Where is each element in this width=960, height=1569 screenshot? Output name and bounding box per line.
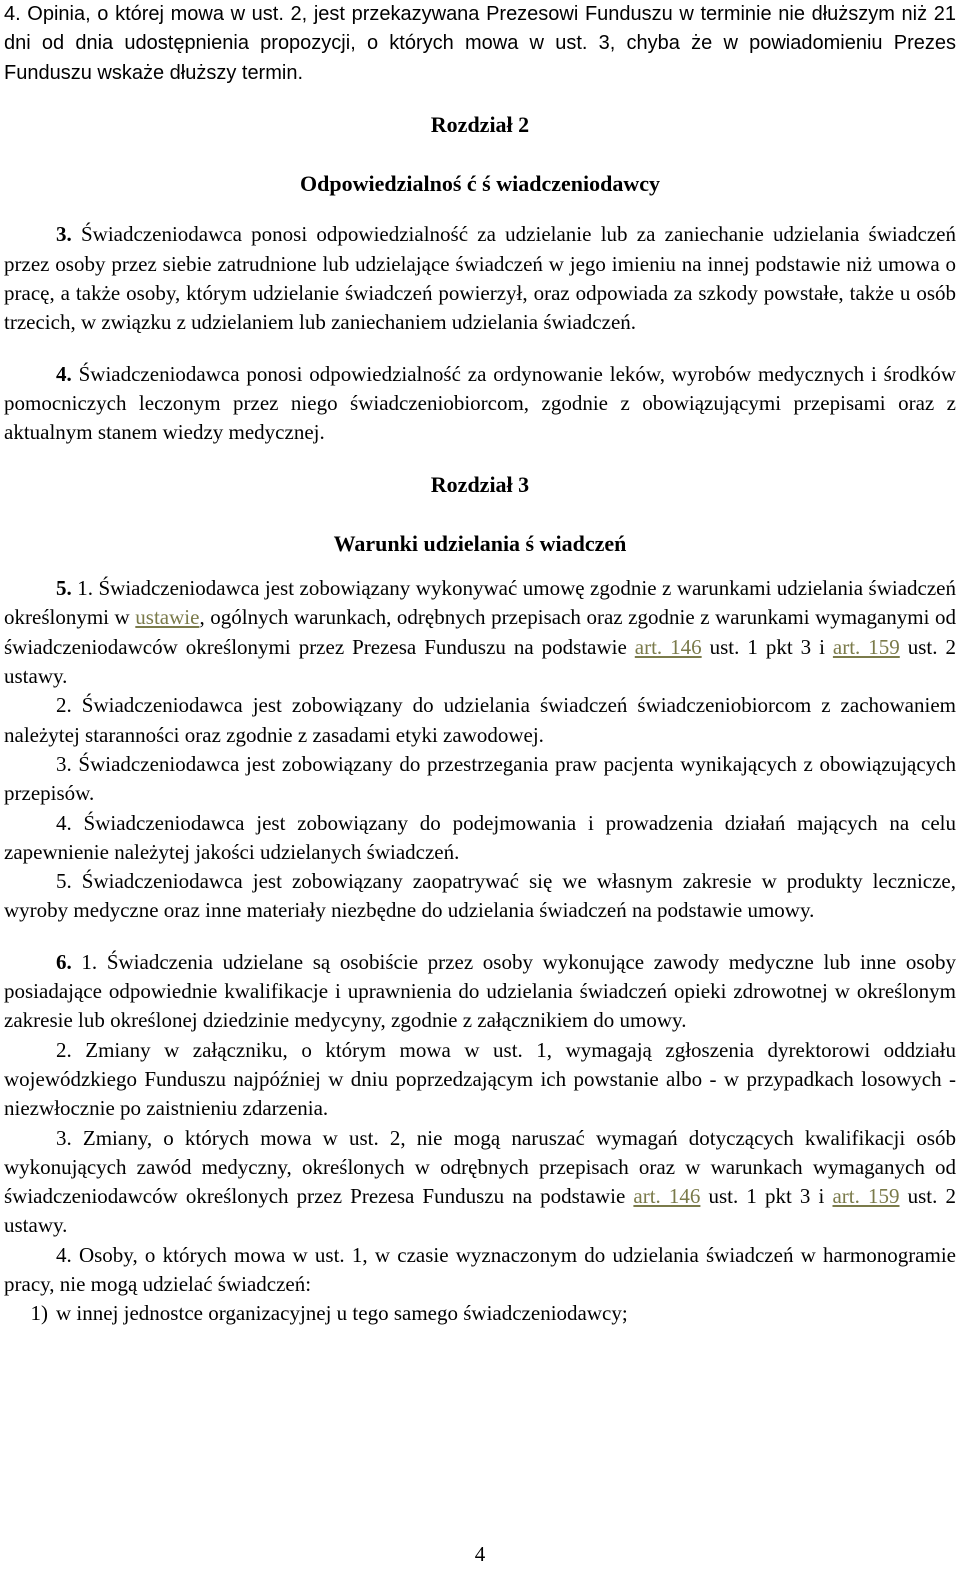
list-item-number: 1) [30, 1301, 48, 1326]
chapter-3-label: Rozdział 3 [430, 471, 530, 497]
section-5-para-1-text-b: , ogólnych warunkach, odrębnych przepisach oraz zgodnie z warunkami wymaganymi od świadczeniodawców określonymi przez Prezesa Funduszu na podstawie [4, 605, 957, 659]
section-5-para-5: 5. Świadczeniodawca jest zobowiązany zaopatrywać się we własnym zakresie w produkty lecznicze, wyroby medyczne oraz inne materiały niezbędne do udzielania świadczeń na podstawie umowy. [4, 869, 956, 923]
section-4-text: Świadczeniodawca ponosi odpowiedzialność za ordynowanie leków, wyrobów medycznych i środków pomocniczych leczonym przez niego świadczeniobiorcom, zgodnie z obowiązującymi przepisami oraz z aktualnym stanem wiedzy medycznej. [4, 361, 956, 445]
section-3-number: 3. [56, 222, 72, 247]
section-4-number: 4. [56, 361, 72, 386]
section-5-para-1-text-a: 1. Świadczeniodawca jest zobowiązany wykonywać umowę zgodnie z warunkami udzielania świadczeń określonymi w [4, 576, 956, 630]
section-6-para-4: 4. Osoby, o których mowa w ust. 1, w czasie wyznaczonym do udzielania świadczeń w harmonogramie pracy, nie mogą udzielać świadczeń: [4, 1242, 956, 1296]
section-6-para-3-text-c: ust. 2 ustawy. [4, 1184, 956, 1238]
section-5-para-1-text-c: ust. 1 pkt 3 i [701, 634, 833, 659]
link-ustawie[interactable]: ustawie [135, 605, 200, 630]
section-6-para-1-text: 1. Świadczenia udzielane są osobiście przez osoby wykonujące zawody medyczne lub inne osoby posiadające odpowiednie kwalifikacje i uprawnienia do udzielania świadczeń opieki zdrowotnej w określonym zakresie lub określonej dziedzinie medycyny, zgodnie z załącznikiem do umowy. [4, 949, 956, 1033]
section-5-para-1-text-d: ust. 2 ustawy. [4, 634, 956, 689]
section-3 [4, 220, 956, 337]
link-art-159[interactable]: art. 159 [832, 1184, 900, 1209]
document-page [4, 0, 956, 1329]
section-6-para-3-text-b: ust. 1 pkt 3 i [700, 1184, 833, 1209]
page-number: 4 [474, 1542, 486, 1566]
section-6-para-1 [4, 948, 956, 1036]
section-6-para-3 [4, 1124, 956, 1241]
section-4 [4, 360, 956, 448]
link-art-159[interactable]: art. 159 [832, 634, 900, 659]
section-5-para-1 [4, 574, 956, 691]
chapter-2-label: Rozdział 2 [430, 111, 530, 137]
section-5-para-4: 4. Świadczeniodawca jest zobowiązany do podejmowania i prowadzenia działań mających na celu zapewnienie należytej jakości udzielanych świadczeń. [4, 810, 956, 864]
section-5-para-3: 3. Świadczeniodawca jest zobowiązany do przestrzegania praw pacjenta wynikających z obowiązujących przepisów. [4, 751, 956, 806]
list-item [4, 1299, 956, 1328]
link-art-146[interactable]: art. 146 [633, 1184, 701, 1209]
section-6-para-2: 2. Zmiany w załączniku, o którym mowa w ust. 1, wymagają zgłoszenia dyrektorowi oddziału wojewódzkiego Funduszu najpóźniej w dniu poprzedzającym ich powstanie albo - w przypadkach losowych - niezwłocznie po zaistnieniu zdarzenia. [4, 1037, 956, 1121]
chapter-2-title: Odpowiedzialnoś ć ś wiadczeniodawcy [300, 171, 660, 197]
section-3-text: Świadczeniodawca ponosi odpowiedzialność za udzielanie lub za zaniechanie udzielania świadczeń przez osoby przez siebie zatrudnione lub udzielające świadczeń w jego imieniu na innej podstawie niż umowa o pracę, a także osoby, którym udzielanie świadczeń powierzył, oraz odpowiada za szkody powstałe, także u osób trzecich, w związku z udzielaniem lub zaniechaniem udzielania świadczeń. [4, 222, 956, 335]
chapter-3-title: Warunki udzielania ś wiadczeń [333, 530, 627, 556]
paragraph-opinion: 4. Opinia, o której mowa w ust. 2, jest przekazywana Prezesowi Funduszu w terminie nie dłuższym niż 21 dni od dnia udostępnienia propozycji, o których mowa w ust. 3, chyba że w powiadomieniu Prezes Funduszu wskaże dłuższy termin. [4, 3, 956, 84]
section-5-number: 5. [56, 576, 72, 601]
section-5-para-2: 2. Świadczeniodawca jest zobowiązany do udzielania świadczeń świadczeniobiorcom z zachowaniem należytej staranności oraz zgodnie z zasadami etyki zawodowej. [4, 693, 956, 747]
link-art-146[interactable]: art. 146 [634, 634, 702, 659]
list-item-text: w innej jednostce organizacyjnej u tego samego świadczeniodawcy; [56, 1301, 628, 1326]
section-6-number: 6. [56, 949, 72, 974]
section-6-para-3-text-a: 3. Zmiany, o których mowa w ust. 2, nie mogą naruszać wymagań dotyczących kwalifikacji osób wykonujących zawód medyczny, określonych w odrębnych przepisach oraz w warunkach wymaganych od świadczeniodawców określonych przez Prezesa Funduszu na podstawie [4, 1125, 956, 1209]
